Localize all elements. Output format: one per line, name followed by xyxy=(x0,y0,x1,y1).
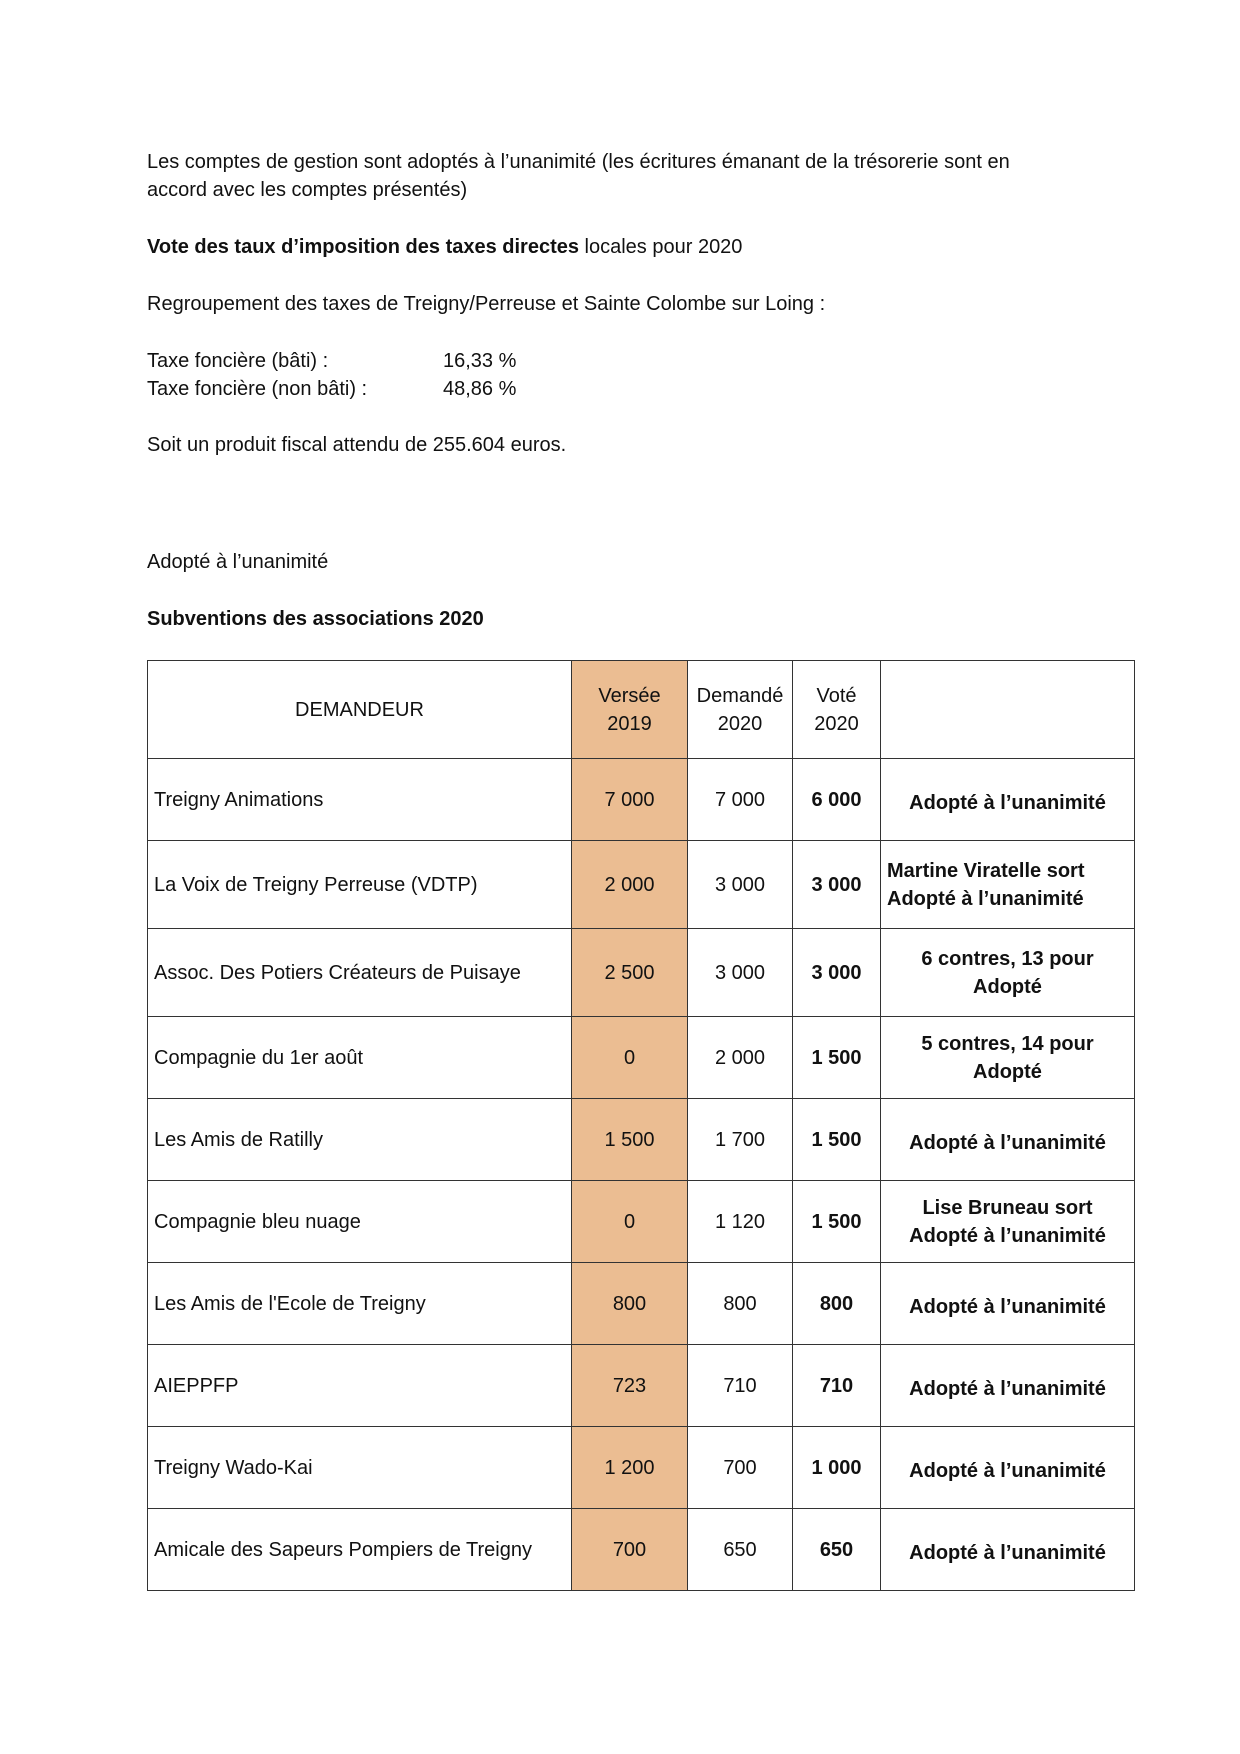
cell-versee-2019: 1 200 xyxy=(572,1427,688,1509)
result-line-1: Lise Bruneau sort xyxy=(922,1196,1093,1219)
header-result xyxy=(881,661,1135,759)
cell-vote-2020: 3 000 xyxy=(793,929,881,1017)
result-line-2: Adopté xyxy=(973,1060,1042,1083)
table-header-row xyxy=(148,661,1135,759)
vote-taux-heading xyxy=(147,233,742,261)
result-line-2: Adopté à l’unanimité xyxy=(909,1224,1106,1247)
table-row xyxy=(148,929,1135,1017)
cell-result xyxy=(881,1181,1135,1263)
header-demande-line2: 2020 xyxy=(717,712,763,735)
result-line-1: Adopté à l’unanimité xyxy=(909,1377,1106,1400)
table-body xyxy=(148,759,1135,1591)
table-row xyxy=(148,1345,1135,1427)
cell-result xyxy=(881,1263,1135,1345)
table-row xyxy=(148,1017,1135,1099)
cell-demandeur: Les Amis de l'Ecole de Treigny xyxy=(148,1263,572,1345)
cell-versee-2019: 723 xyxy=(572,1345,688,1427)
vote-taux-bold: Vote des taux d’imposition des taxes directes xyxy=(147,236,579,258)
cell-demandeur: Compagnie bleu nuage xyxy=(148,1181,572,1263)
subventions-title xyxy=(147,605,484,633)
cell-vote-2020: 1 500 xyxy=(793,1017,881,1099)
cell-demande-2020: 3 000 xyxy=(688,929,793,1017)
cell-vote-2020: 650 xyxy=(793,1509,881,1591)
cell-versee-2019: 0 xyxy=(572,1181,688,1263)
cell-versee-2019: 7 000 xyxy=(572,759,688,841)
intro-line-2: accord avec les comptes présentés) xyxy=(147,179,468,201)
cell-result xyxy=(881,929,1135,1017)
table-row xyxy=(148,1427,1135,1509)
cell-demande-2020: 3 000 xyxy=(688,841,793,929)
header-versee xyxy=(572,661,688,759)
header-versee-line1: Versée xyxy=(598,684,661,707)
cell-versee-2019: 2 000 xyxy=(572,841,688,929)
result-line-1: 5 contres, 14 pour xyxy=(921,1032,1094,1055)
cell-vote-2020: 710 xyxy=(793,1345,881,1427)
tax-value: 48,86 % xyxy=(443,378,517,400)
cell-demandeur: Assoc. Des Potiers Créateurs de Puisaye xyxy=(148,929,572,1017)
intro-line-1: Les comptes de gestion sont adoptés à l’unanimité (les écritures émanant de la trésorerie sont en xyxy=(147,151,1010,173)
cell-demandeur: Les Amis de Ratilly xyxy=(148,1099,572,1181)
cell-demandeur: AIEPPFP xyxy=(148,1345,572,1427)
cell-versee-2019: 700 xyxy=(572,1509,688,1591)
result-line-2: Adopté à l’unanimité xyxy=(887,887,1084,910)
cell-result xyxy=(881,1427,1135,1509)
table-row xyxy=(148,1099,1135,1181)
cell-demande-2020: 1 700 xyxy=(688,1099,793,1181)
cell-demandeur: Treigny Wado-Kai xyxy=(148,1427,572,1509)
cell-result xyxy=(881,1099,1135,1181)
cell-vote-2020: 800 xyxy=(793,1263,881,1345)
cell-versee-2019: 800 xyxy=(572,1263,688,1345)
tax-label: Taxe foncière (bâti) : xyxy=(147,350,329,372)
tax-row-non-bati xyxy=(147,375,516,403)
cell-demande-2020: 7 000 xyxy=(688,759,793,841)
table-row xyxy=(148,759,1135,841)
cell-vote-2020: 1 000 xyxy=(793,1427,881,1509)
result-line-1: 6 contres, 13 pour xyxy=(921,947,1094,970)
adopte-text: Adopté à l’unanimité xyxy=(147,551,329,573)
cell-result xyxy=(881,1017,1135,1099)
cell-demandeur: La Voix de Treigny Perreuse (VDTP) xyxy=(148,841,572,929)
cell-demande-2020: 1 120 xyxy=(688,1181,793,1263)
cell-demandeur: Compagnie du 1er août xyxy=(148,1017,572,1099)
cell-demandeur: Amicale des Sapeurs Pompiers de Treigny xyxy=(148,1509,572,1591)
header-demande-line1: Demandé xyxy=(696,684,784,707)
tax-label: Taxe foncière (non bâti) : xyxy=(147,378,368,400)
cell-demandeur: Treigny Animations xyxy=(148,759,572,841)
cell-result xyxy=(881,1509,1135,1591)
table-row xyxy=(148,841,1135,929)
header-demandeur: DEMANDEUR xyxy=(148,661,572,759)
produit-fiscal-text: Soit un produit fiscal attendu de 255.604 euros. xyxy=(147,434,567,456)
cell-result xyxy=(881,841,1135,929)
cell-vote-2020: 3 000 xyxy=(793,841,881,929)
cell-demande-2020: 710 xyxy=(688,1345,793,1427)
table-row xyxy=(148,1509,1135,1591)
cell-demande-2020: 800 xyxy=(688,1263,793,1345)
cell-versee-2019: 2 500 xyxy=(572,929,688,1017)
header-demande xyxy=(688,661,793,759)
subventions-title-text: Subventions des associations 2020 xyxy=(147,608,484,630)
cell-demande-2020: 700 xyxy=(688,1427,793,1509)
result-line-1: Adopté à l’unanimité xyxy=(909,1541,1106,1564)
header-vote xyxy=(793,661,881,759)
cell-result xyxy=(881,759,1135,841)
cell-demande-2020: 2 000 xyxy=(688,1017,793,1099)
header-vote-line2: 2020 xyxy=(814,712,859,735)
header-vote-line1: Voté xyxy=(816,684,857,707)
result-line-2: Adopté xyxy=(973,975,1042,998)
vote-taux-rest: locales pour 2020 xyxy=(578,236,743,258)
result-line-1: Adopté à l’unanimité xyxy=(909,1295,1106,1318)
result-line-1: Adopté à l’unanimité xyxy=(909,791,1106,814)
cell-versee-2019: 1 500 xyxy=(572,1099,688,1181)
subventions-table xyxy=(147,660,1135,1591)
regroupement-text: Regroupement des taxes de Treigny/Perreuse et Sainte Colombe sur Loing : xyxy=(147,293,826,315)
cell-versee-2019: 0 xyxy=(572,1017,688,1099)
cell-vote-2020: 1 500 xyxy=(793,1099,881,1181)
cell-vote-2020: 6 000 xyxy=(793,759,881,841)
result-line-1: Adopté à l’unanimité xyxy=(909,1131,1106,1154)
tax-value: 16,33 % xyxy=(443,350,517,372)
cell-demande-2020: 650 xyxy=(688,1509,793,1591)
tax-row-bati xyxy=(147,347,516,375)
result-line-1: Adopté à l’unanimité xyxy=(909,1459,1106,1482)
result-line-1: Martine Viratelle sort xyxy=(887,859,1085,882)
cell-vote-2020: 1 500 xyxy=(793,1181,881,1263)
table-row xyxy=(148,1263,1135,1345)
table-row xyxy=(148,1181,1135,1263)
header-versee-line2: 2019 xyxy=(607,712,652,735)
cell-result xyxy=(881,1345,1135,1427)
